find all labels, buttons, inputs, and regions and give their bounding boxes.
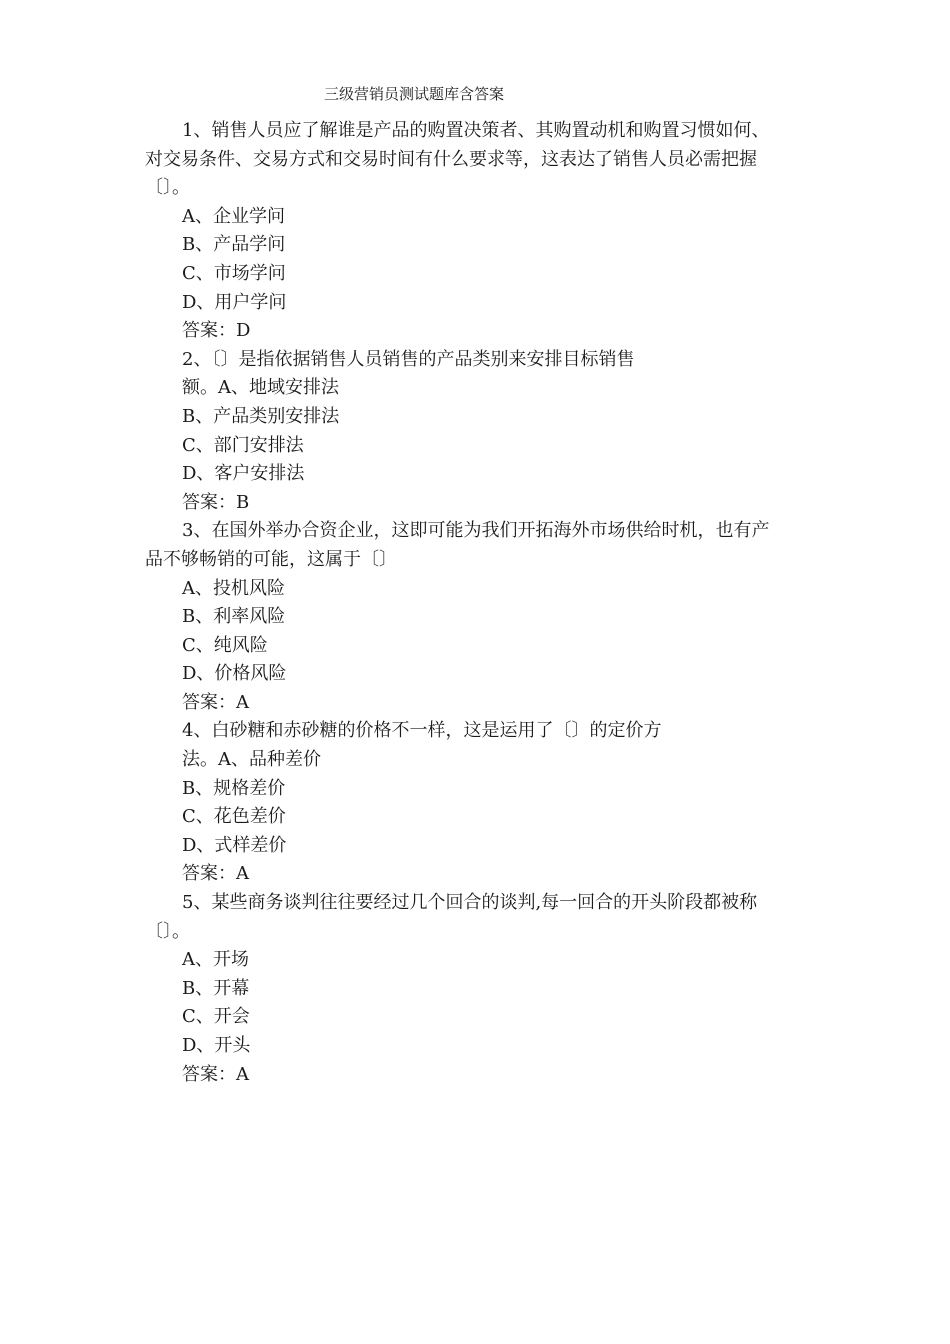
question-5 bbox=[145, 889, 815, 1089]
answer: 答案：A bbox=[182, 691, 249, 713]
question-1 bbox=[145, 117, 815, 346]
document-title: 三级营销员测试题库含答案 bbox=[324, 85, 505, 103]
option-d: D、用户学问 bbox=[182, 291, 287, 313]
option-b: B、利率风险 bbox=[182, 606, 286, 628]
answer: 答案：B bbox=[182, 491, 250, 513]
question-text-line: 1、销售人员应了解谁是产品的购置决策者、其购置动机和购置习惯如何、 bbox=[182, 120, 770, 141]
option-d: D、客户安排法 bbox=[182, 463, 305, 485]
option-c: C、部门安排法 bbox=[182, 434, 304, 456]
question-text-line: 法。A、品种差价 bbox=[182, 749, 321, 771]
question-list bbox=[145, 117, 815, 1089]
option-a: A、企业学问 bbox=[182, 205, 285, 227]
option-c: C、市场学问 bbox=[182, 262, 286, 284]
option-a: A、投机风险 bbox=[182, 577, 285, 599]
question-text-line: 5、某些商务谈判往往要经过几个回合的谈判,每一回合的开头阶段都被称 bbox=[182, 892, 758, 914]
question-2 bbox=[145, 346, 815, 518]
option-c: C、纯风险 bbox=[182, 634, 268, 656]
answer: 答案：A bbox=[182, 863, 249, 885]
option-d: D、价格风险 bbox=[182, 663, 287, 685]
option-d: D、式样差价 bbox=[182, 834, 287, 856]
answer: 答案：D bbox=[182, 320, 251, 342]
answer: 答案：A bbox=[182, 1063, 249, 1085]
question-text-line: 品不够畅销的可能，这属于〔〕 bbox=[145, 548, 397, 570]
question-text-line: 〔〕。 bbox=[145, 920, 190, 942]
question-4 bbox=[145, 717, 815, 889]
option-b: B、规格差价 bbox=[182, 777, 286, 799]
option-b: B、开幕 bbox=[182, 977, 250, 999]
option-c: C、开会 bbox=[182, 1006, 250, 1028]
question-text-line: 4、白砂糖和赤砂糖的价格不一样，这是运用了〔〕的定价方 bbox=[182, 720, 662, 742]
question-text-line: 对交易条件、交易方式和交易时间有什么要求等，这表达了销售人员必需把握 bbox=[145, 148, 757, 170]
option-b: B、产品类别安排法 bbox=[182, 405, 340, 427]
option-b: B、产品学问 bbox=[182, 234, 286, 256]
question-3 bbox=[145, 517, 815, 717]
option-c: C、花色差价 bbox=[182, 806, 286, 828]
option-a: A、开场 bbox=[182, 949, 249, 971]
question-text-line: 额。A、地域安排法 bbox=[182, 377, 339, 399]
option-d: D、开头 bbox=[182, 1035, 251, 1056]
question-text-line: 2、〔〕是指依据销售人员销售的产品类别来安排目标销售 bbox=[182, 348, 635, 370]
question-text-line: 3、在国外举办合资企业，这即可能为我们开拓海外市场供给时机，也有产 bbox=[182, 520, 770, 542]
question-text-line: 〔〕。 bbox=[145, 177, 190, 199]
